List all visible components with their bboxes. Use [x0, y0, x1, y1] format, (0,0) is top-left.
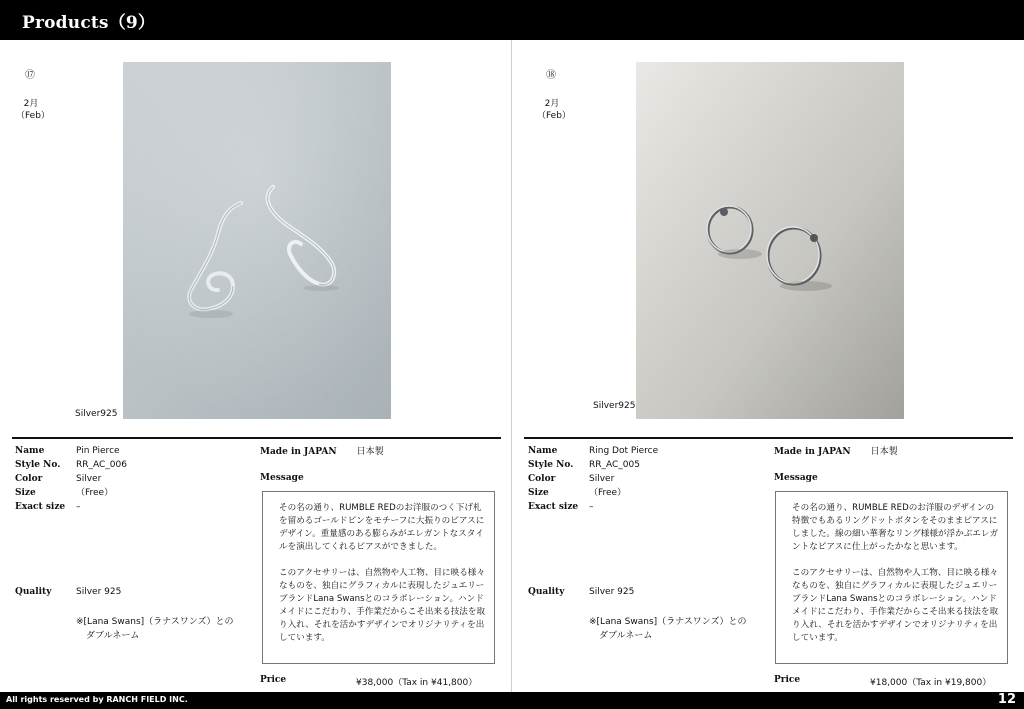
spec-label: Name [528, 446, 558, 456]
message-paragraph: このアクセサリーは、自然物や人工物、目に映る様々なものを、独自にグラフィカルに表現したジュエリーブランドLana Swansとのコラボレーション。ハンドメイドにこだわり、手作業だからこそ出来る技法を取り入れ、それを活かすデザインでオリジナリティを出しています。 [792, 568, 999, 643]
release-month [16, 98, 50, 122]
message-paragraph: その名の通り、RUMBLE REDのお洋服のつく下げ札を留めるゴールドピンをモチーフに大振りのピアスにデザイン。重量感のある膨らみがエレガントなスタイルを演出してくれるピアスができました。 [279, 503, 485, 552]
release-month [537, 98, 571, 122]
spec-label: Color [528, 474, 556, 484]
spec-row-style [15, 458, 235, 472]
product-panel-18 [513, 40, 1024, 692]
spec-row-exact-size [528, 500, 748, 514]
price-row [774, 675, 992, 688]
spec-row-size [528, 486, 748, 500]
made-in-row [260, 444, 384, 457]
spec-label: Exact size [15, 502, 66, 512]
price-label: Price [260, 675, 287, 685]
page-number: 12 [997, 692, 1016, 707]
collab-note [589, 615, 747, 643]
spec-value: （Free） [589, 488, 627, 498]
spec-row-name [15, 444, 235, 458]
made-in-value: 日本製 [870, 447, 898, 457]
page-footer [0, 692, 1024, 709]
price-label: Price [774, 675, 801, 685]
spec-label: Style No. [528, 460, 574, 470]
spec-value: – [76, 502, 81, 512]
collab-line: ダブルネーム [86, 631, 140, 641]
spec-label: Size [15, 488, 36, 498]
message-paragraph: その名の通り、RUMBLE REDのお洋服のデザインの特徴でもあるリングドットボタンをそのままピアスにしました。線の細い華奢なリング様様が浮かぶエレガントなピアスに仕上がったかなと思います。 [792, 503, 999, 552]
spec-row-name [528, 444, 748, 458]
collab-line: ※[Lana Swans]（ラナスワンズ）との [76, 617, 234, 627]
collab-line: ※[Lana Swans]（ラナスワンズ）との [589, 617, 747, 627]
spec-divider [524, 437, 1013, 439]
price-value: ¥38,000（Tax in ¥41,800） [356, 678, 478, 688]
message-label: Message [260, 473, 304, 483]
price-row [260, 675, 478, 688]
message-box [775, 491, 1008, 664]
spec-row-size [15, 486, 235, 500]
message-box [262, 491, 495, 664]
message-label: Message [774, 473, 818, 483]
product-number: ⑱ [546, 70, 556, 81]
made-in-value: 日本製 [356, 447, 384, 457]
spec-label: Size [528, 488, 549, 498]
spec-label: Exact size [528, 502, 579, 512]
price-value: ¥18,000（Tax in ¥19,800） [870, 678, 992, 688]
quality-label: Quality [528, 587, 565, 597]
spec-row-style [528, 458, 748, 472]
month-en: （Feb） [16, 111, 50, 121]
spec-list [15, 444, 235, 514]
product-panel-17 [0, 40, 512, 692]
material-label: Silver925 [75, 409, 118, 419]
collab-line: ダブルネーム [599, 631, 653, 641]
spec-row-color [15, 472, 235, 486]
quality-label: Quality [15, 587, 52, 597]
spec-value: – [589, 502, 594, 512]
spec-label: Style No. [15, 460, 61, 470]
spec-value: RR_AC_005 [589, 460, 640, 470]
page-title: Products（9） [22, 13, 156, 33]
product-photo [123, 62, 391, 419]
spec-value: Silver [76, 474, 102, 484]
spec-value: RR_AC_006 [76, 460, 127, 470]
made-in-label: Made in JAPAN [260, 447, 337, 457]
quality-value: Silver 925 [76, 587, 122, 597]
month-jp: 2月 [544, 99, 560, 109]
spec-value: Ring Dot Pierce [589, 446, 659, 456]
product-number: ⑰ [25, 70, 35, 81]
page-header [0, 0, 1024, 40]
message-paragraph: このアクセサリーは、自然物や人工物、目に映る様々なものを、独自にグラフィカルに表現したジュエリーブランドLana Swansとのコラボレーション。ハンドメイドにこだわり、手作業だからこそ出来る技法を取り入れ、それを活かすデザインでオリジナリティを出しています。 [279, 568, 486, 643]
spec-value: Pin Pierce [76, 446, 120, 456]
product-photo [636, 62, 904, 419]
spec-row-color [528, 472, 748, 486]
ring-dot-pierce-photo-icon [636, 62, 904, 419]
made-in-label: Made in JAPAN [774, 447, 851, 457]
material-label: Silver925 [593, 401, 636, 411]
spec-value: （Free） [76, 488, 114, 498]
spec-value: Silver [589, 474, 615, 484]
quality-value: Silver 925 [589, 587, 635, 597]
made-in-row [774, 444, 898, 457]
spec-label: Color [15, 474, 43, 484]
spec-row-exact-size [15, 500, 235, 514]
spec-divider [12, 437, 501, 439]
copyright-text: All rights reserved by RANCH FIELD INC. [6, 695, 188, 704]
month-jp: 2月 [23, 99, 39, 109]
spec-list [528, 444, 748, 514]
pin-pierce-photo-icon [123, 62, 391, 419]
spec-label: Name [15, 446, 45, 456]
month-en: （Feb） [537, 111, 571, 121]
collab-note [76, 615, 234, 643]
